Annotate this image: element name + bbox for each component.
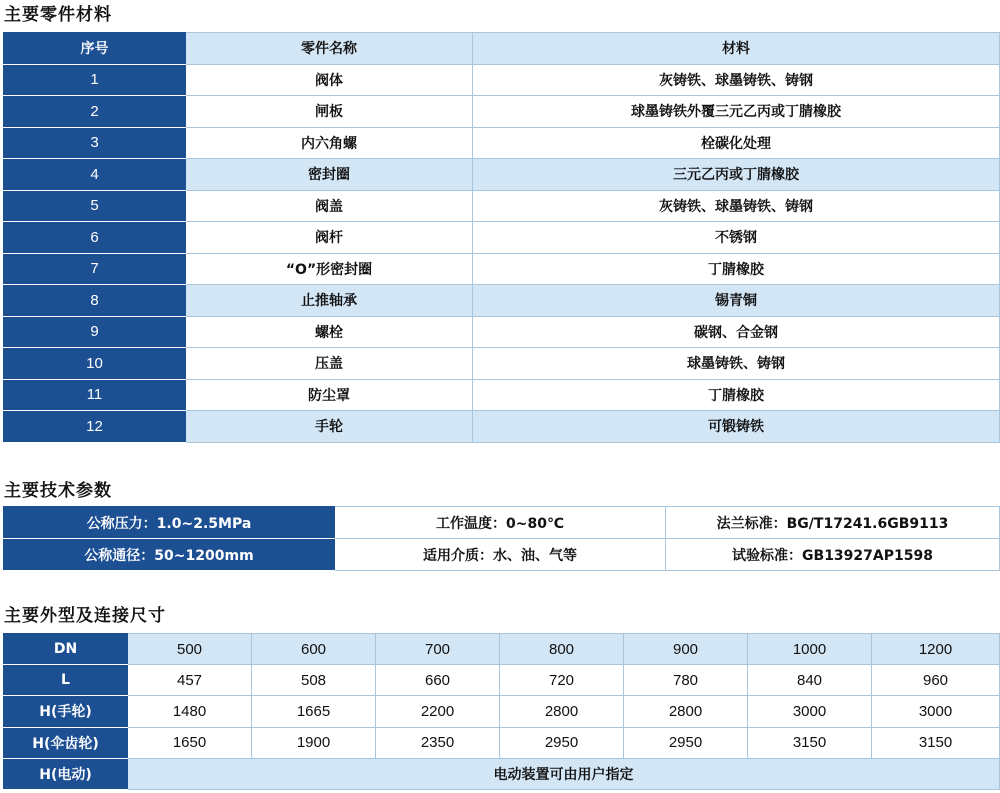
material-cell: 碳钢、合金钢 <box>473 316 1000 348</box>
row-number-cell: 11 <box>4 379 186 411</box>
material-cell: 球墨铸铁外覆三元乙丙或丁腈橡胶 <box>473 96 1000 128</box>
dimension-value-cell: 2350 <box>376 727 500 758</box>
part-name-cell: 防尘罩 <box>186 379 473 411</box>
table-row <box>4 507 1000 539</box>
header-cell-number: 序号 <box>4 33 186 65</box>
row-number-cell: 2 <box>4 96 186 128</box>
material-cell: 灰铸铁、球墨铸铁、铸钢 <box>473 64 1000 96</box>
dimension-value-cell: 3000 <box>748 696 872 727</box>
table-row <box>4 222 1000 254</box>
dimension-value-cell: 700 <box>376 634 500 665</box>
dimension-value-cell: 3000 <box>872 696 1000 727</box>
row-number-cell: 4 <box>4 159 186 191</box>
param-cell: 公称通径：50~1200mm <box>4 539 335 571</box>
dimension-value-cell: 2200 <box>376 696 500 727</box>
row-number-cell: 7 <box>4 253 186 285</box>
dimension-value-cell: 1665 <box>252 696 376 727</box>
table-row <box>4 348 1000 380</box>
table-row <box>4 64 1000 96</box>
table-row <box>4 190 1000 222</box>
dimension-value-cell: 500 <box>128 634 252 665</box>
table-row <box>4 379 1000 411</box>
part-name-cell: 闸板 <box>186 96 473 128</box>
dimension-value-cell: 900 <box>624 634 748 665</box>
table-row <box>4 253 1000 285</box>
tech-section-title: 主要技术参数 <box>4 481 112 501</box>
param-cell: 工作温度：0~80℃ <box>335 507 666 539</box>
dimension-value-cell: 1480 <box>128 696 252 727</box>
material-cell: 三元乙丙或丁腈橡胶 <box>473 159 1000 191</box>
dimension-value-cell: 2950 <box>500 727 624 758</box>
table-row <box>4 665 1000 696</box>
tech-params-table <box>3 506 1000 571</box>
part-name-cell: 螺栓 <box>186 316 473 348</box>
part-name-cell: 止推轴承 <box>186 285 473 317</box>
dimension-value-cell: 1900 <box>252 727 376 758</box>
table-row <box>4 411 1000 443</box>
dimension-value-cell: 720 <box>500 665 624 696</box>
table-row <box>4 696 1000 727</box>
dimension-value-cell: 508 <box>252 665 376 696</box>
param-cell: 适用介质：水、油、气等 <box>335 539 666 571</box>
table-row <box>4 127 1000 159</box>
row-label-cell: L <box>4 665 128 696</box>
param-cell: 公称压力：1.0~2.5MPa <box>4 507 335 539</box>
material-cell: 灰铸铁、球墨铸铁、铸钢 <box>473 190 1000 222</box>
table-row <box>4 539 1000 571</box>
row-number-cell: 9 <box>4 316 186 348</box>
material-cell: 丁腈橡胶 <box>473 379 1000 411</box>
row-number-cell: 10 <box>4 348 186 380</box>
table-row <box>4 285 1000 317</box>
row-label-cell: DN <box>4 634 128 665</box>
dimension-value-cell: 1000 <box>748 634 872 665</box>
part-name-cell: 密封圈 <box>186 159 473 191</box>
header-cell-material: 材料 <box>473 33 1000 65</box>
dims-section-title: 主要外型及连接尺寸 <box>4 606 166 626</box>
material-cell: 锡青铜 <box>473 285 1000 317</box>
material-cell: 丁腈橡胶 <box>473 253 1000 285</box>
row-label-cell: H(电动) <box>4 758 128 789</box>
dimension-value-cell: 2800 <box>500 696 624 727</box>
part-name-cell: 阀杆 <box>186 222 473 254</box>
part-name-cell: 阀盖 <box>186 190 473 222</box>
dimensions-table <box>3 633 1000 790</box>
dimension-value-cell: 1200 <box>872 634 1000 665</box>
row-label-cell: H(手轮) <box>4 696 128 727</box>
electric-row <box>4 758 1000 789</box>
table-row <box>4 727 1000 758</box>
electric-note-cell: 电动装置可由用户指定 <box>128 758 1000 789</box>
dimension-value-cell: 840 <box>748 665 872 696</box>
material-cell: 可锻铸铁 <box>473 411 1000 443</box>
dimension-value-cell: 660 <box>376 665 500 696</box>
part-name-cell: 压盖 <box>186 348 473 380</box>
table-row <box>4 634 1000 665</box>
material-cell: 栓碳化处理 <box>473 127 1000 159</box>
row-label-cell: H(伞齿轮) <box>4 727 128 758</box>
material-cell: 不锈钢 <box>473 222 1000 254</box>
row-number-cell: 8 <box>4 285 186 317</box>
param-cell: 法兰标准：BG/T17241.6GB9113 <box>666 507 1000 539</box>
part-name-cell: 手轮 <box>186 411 473 443</box>
dimension-value-cell: 800 <box>500 634 624 665</box>
dimension-value-cell: 3150 <box>748 727 872 758</box>
row-number-cell: 3 <box>4 127 186 159</box>
row-number-cell: 6 <box>4 222 186 254</box>
parts-header-row <box>4 33 1000 65</box>
table-row <box>4 96 1000 128</box>
row-number-cell: 5 <box>4 190 186 222</box>
dimension-value-cell: 780 <box>624 665 748 696</box>
part-name-cell: “O”形密封圈 <box>186 253 473 285</box>
material-cell: 球墨铸铁、铸钢 <box>473 348 1000 380</box>
part-name-cell: 内六角螺 <box>186 127 473 159</box>
dimension-value-cell: 1650 <box>128 727 252 758</box>
parts-table <box>3 32 1000 443</box>
dimension-value-cell: 457 <box>128 665 252 696</box>
part-name-cell: 阀体 <box>186 64 473 96</box>
dimension-value-cell: 3150 <box>872 727 1000 758</box>
row-number-cell: 12 <box>4 411 186 443</box>
row-number-cell: 1 <box>4 64 186 96</box>
dimension-value-cell: 2800 <box>624 696 748 727</box>
table-row <box>4 159 1000 191</box>
dimension-value-cell: 600 <box>252 634 376 665</box>
parts-section-title: 主要零件材料 <box>4 5 112 25</box>
dimension-value-cell: 2950 <box>624 727 748 758</box>
table-row <box>4 316 1000 348</box>
param-cell: 试验标准：GB13927AP1598 <box>666 539 1000 571</box>
header-cell-part-name: 零件名称 <box>186 33 473 65</box>
dimension-value-cell: 960 <box>872 665 1000 696</box>
